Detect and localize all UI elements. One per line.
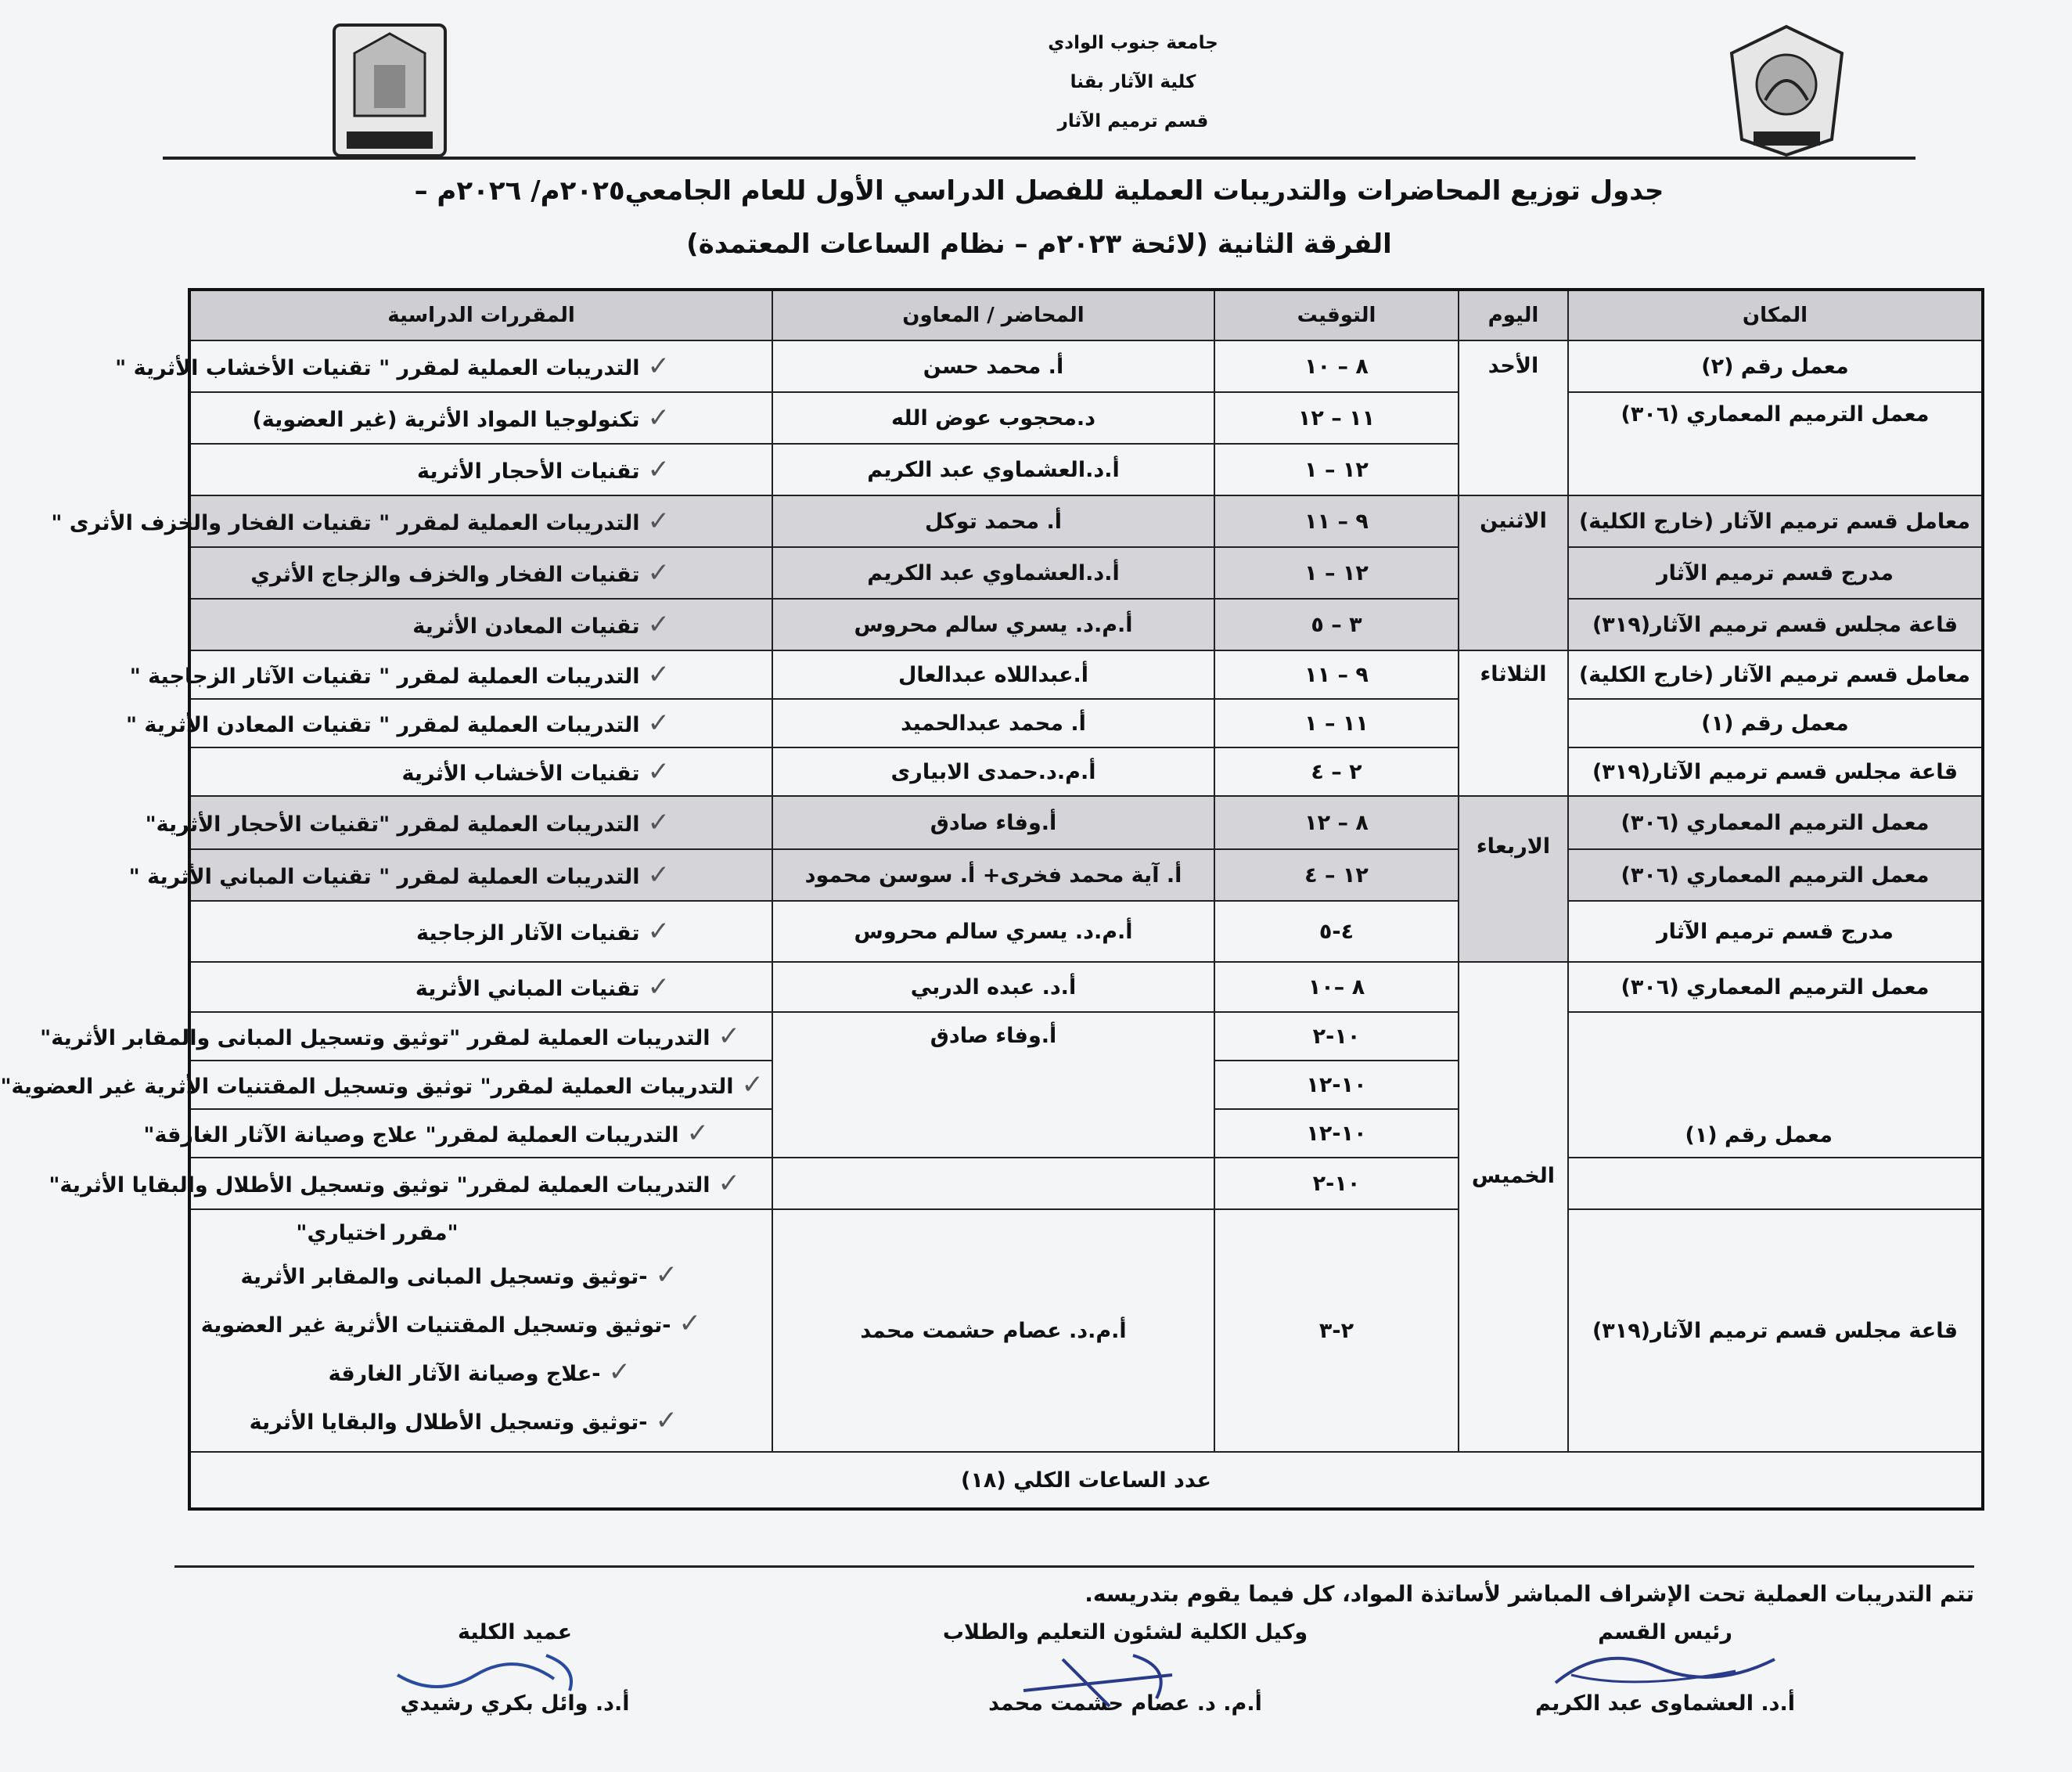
course-cell bbox=[145, 796, 772, 849]
course-text: التدريبات العملية لمقرر "توثيق وتسجيل المبانى والمقابر الأثرية" bbox=[40, 1026, 710, 1050]
lecturer-cell: أ.وفاء صادق bbox=[772, 1012, 1214, 1158]
lecturer-cell bbox=[772, 1158, 1214, 1209]
place-cell: معمل الترميم المعماري (٣٠٦) bbox=[1568, 796, 1983, 849]
table-row-elective bbox=[189, 1209, 1983, 1452]
time-cell: ٨ – ١٠ bbox=[1214, 340, 1459, 392]
table-row bbox=[189, 1012, 1983, 1061]
course-text: التدريبات العملية لمقرر" توثيق وتسجيل المقتنيات الأثرية غير العضوية" bbox=[0, 1075, 734, 1099]
table-row bbox=[189, 495, 1983, 547]
course-text: تقنيات المعادن الأثرية bbox=[412, 614, 640, 639]
table-row bbox=[189, 849, 1983, 901]
place-cell: معمل رقم (١) bbox=[1568, 1012, 1983, 1158]
check-icon: ✓ bbox=[741, 1069, 764, 1100]
elective-course-cell bbox=[189, 1209, 772, 1452]
place-cell: معامل قسم ترميم الآثار (خارج الكلية) bbox=[1568, 495, 1983, 547]
time-cell: ٢ – ٤ bbox=[1214, 747, 1459, 796]
course-cell bbox=[189, 962, 772, 1012]
head-role: رئيس القسم bbox=[1598, 1620, 1732, 1644]
course-text: التدريبات العملية لمقرر" علاج وصيانة الآثار الغارقة" bbox=[143, 1123, 679, 1147]
table-header-row bbox=[189, 290, 1983, 340]
elective-item-text: -علاج وصيانة الآثار الغارقة bbox=[328, 1362, 601, 1386]
day-cell: الأحد bbox=[1459, 340, 1568, 495]
lecturer-cell: أ.م.د.حمدى الابيارى bbox=[772, 747, 1214, 796]
course-cell bbox=[125, 699, 772, 747]
course-text: التدريبات العملية لمقرر "تقنيات الأحجار الأثرية" bbox=[145, 812, 640, 837]
course-cell bbox=[189, 901, 772, 962]
header-place: المكان bbox=[1568, 290, 1983, 340]
vice-role: وكيل الكلية لشئون التعليم والطلاب bbox=[942, 1620, 1308, 1644]
elective-item bbox=[202, 1348, 772, 1396]
course-cell bbox=[189, 599, 772, 650]
time-cell: ٨ –١٠ bbox=[1214, 962, 1459, 1012]
course-cell bbox=[189, 444, 772, 495]
lecturer-cell: أ.د.العشماوي عبد الكريم bbox=[772, 547, 1214, 599]
course-cell bbox=[115, 340, 772, 392]
total-hours: عدد الساعات الكلي (١٨) bbox=[189, 1452, 1983, 1509]
footer-note: تتم التدريبات العملية تحت الإشراف المباشر لأساتذة المواد، كل فيما يقوم بتدريسه. bbox=[1085, 1581, 1974, 1607]
check-icon: ✓ bbox=[608, 1356, 631, 1388]
lecturer-cell: أ.م.د. يسري سالم محروس bbox=[772, 599, 1214, 650]
signature-vice-dean bbox=[930, 1620, 1321, 1716]
table-row bbox=[189, 547, 1983, 599]
header-time: التوقيت bbox=[1214, 290, 1459, 340]
course-text: التدريبات العملية لمقرر " تقنيات المعادن الأثرية " bbox=[125, 713, 640, 737]
footer-divider bbox=[174, 1565, 1974, 1568]
check-icon: ✓ bbox=[655, 1259, 678, 1291]
time-cell: ٨ – ١٢ bbox=[1214, 796, 1459, 849]
place-cell bbox=[1568, 1158, 1983, 1209]
course-cell bbox=[49, 1158, 772, 1209]
title-line-2: الفرقة الثانية (لائحة ٢٠٢٣م – نظام الساعات المعتمدة) bbox=[686, 229, 1392, 260]
course-cell bbox=[51, 495, 772, 547]
day-cell: الخميس bbox=[1459, 962, 1568, 1452]
table-row bbox=[189, 962, 1983, 1012]
check-icon: ✓ bbox=[678, 1308, 701, 1339]
table-row bbox=[189, 1158, 1983, 1209]
university-name: جامعة جنوب الوادي bbox=[1048, 33, 1218, 53]
page-title bbox=[163, 164, 1916, 271]
course-text: تقنيات المباني الأثرية bbox=[415, 977, 640, 1001]
lecturer-cell: أ.م.د. عصام حشمت محمد bbox=[772, 1209, 1214, 1452]
header-divider bbox=[163, 157, 1916, 160]
head-signature-mark bbox=[1540, 1636, 1790, 1698]
check-icon: ✓ bbox=[647, 659, 670, 690]
course-text: التدريبات العملية لمقرر " تقنيات الأخشاب الأثرية " bbox=[115, 356, 640, 380]
vice-signature-mark bbox=[1016, 1644, 1219, 1714]
title-line-1: جدول توزيع المحاضرات والتدريبات العملية للفصل الدراسي الأول للعام الجامعي٢٠٢٥م/ ٢٠٢٦م – bbox=[414, 175, 1664, 207]
table-row bbox=[189, 340, 1983, 392]
table-row bbox=[189, 699, 1983, 747]
place-cell: معمل الترميم المعماري (٣٠٦) bbox=[1568, 962, 1983, 1012]
time-cell: ٤-٥ bbox=[1214, 901, 1459, 962]
time-cell: ١٠-٢ bbox=[1214, 1012, 1459, 1061]
elective-item bbox=[202, 1396, 772, 1445]
place-cell: مدرج قسم ترميم الآثار bbox=[1568, 901, 1983, 962]
place-cell: معمل الترميم المعماري (٣٠٦) bbox=[1568, 392, 1983, 495]
schedule-table bbox=[0, 288, 1984, 1511]
check-icon: ✓ bbox=[718, 1168, 740, 1199]
elective-item-text: -توثيق وتسجيل المقتنيات الأثرية غير العضوية bbox=[200, 1313, 671, 1338]
check-icon: ✓ bbox=[647, 506, 670, 537]
university-logo bbox=[1726, 22, 1847, 159]
faculty-logo bbox=[331, 22, 448, 159]
course-cell bbox=[0, 1061, 772, 1109]
check-icon: ✓ bbox=[647, 916, 670, 947]
course-text: التدريبات العملية لمقرر " تقنيات الآثار الزجاجية " bbox=[129, 664, 640, 689]
dean-role: عميد الكلية bbox=[457, 1620, 573, 1644]
check-icon: ✓ bbox=[647, 807, 670, 838]
course-text: تكنولوجيا المواد الأثرية (غير العضوية) bbox=[252, 408, 640, 432]
course-cell bbox=[189, 747, 772, 796]
course-cell bbox=[128, 849, 772, 901]
place-cell: قاعة مجلس قسم ترميم الآثار(٣١٩) bbox=[1568, 599, 1983, 650]
head-name: أ.د. العشماوى عبد الكريم bbox=[1535, 1691, 1795, 1716]
course-cell bbox=[189, 392, 772, 444]
lecturer-cell: أ.عبداللاه عبدالعال bbox=[772, 650, 1214, 699]
course-cell bbox=[143, 1109, 772, 1158]
signature-department-head bbox=[1524, 1620, 1806, 1716]
course-text: تقنيات الأخشاب الأثرية bbox=[401, 762, 640, 786]
lecturer-cell: أ. محمد عبدالحميد bbox=[772, 699, 1214, 747]
course-text: التدريبات العملية لمقرر " تقنيات المباني الأثرية " bbox=[128, 865, 640, 889]
time-cell: ١١ – ١ bbox=[1214, 699, 1459, 747]
time-cell: ٢-٣ bbox=[1214, 1209, 1459, 1452]
table-row bbox=[189, 599, 1983, 650]
lecturer-cell: أ.د. عبده الدربي bbox=[772, 962, 1214, 1012]
lecturer-cell: أ.د.العشماوي عبد الكريم bbox=[772, 444, 1214, 495]
elective-title: "مقرر اختياري" bbox=[296, 1221, 459, 1245]
elective-item-text: -توثيق وتسجيل المبانى والمقابر الأثرية bbox=[240, 1265, 648, 1289]
time-cell: ١٢ – ٤ bbox=[1214, 849, 1459, 901]
table-row bbox=[189, 650, 1983, 699]
lecturer-cell: أ.م.د. يسري سالم محروس bbox=[772, 901, 1214, 962]
course-text: التدريبات العملية لمقرر " تقنيات الفخار والخزف الأثرى " bbox=[51, 511, 640, 535]
time-cell: ١٠-١٢ bbox=[1214, 1061, 1459, 1109]
lecturer-cell: أ.وفاء صادق bbox=[772, 796, 1214, 849]
total-row bbox=[189, 1452, 1983, 1509]
time-cell: ١١ – ١٢ bbox=[1214, 392, 1459, 444]
check-icon: ✓ bbox=[647, 756, 670, 787]
check-icon: ✓ bbox=[647, 609, 670, 640]
time-cell: ١٢ – ١ bbox=[1214, 444, 1459, 495]
time-cell: ١٠-٢ bbox=[1214, 1158, 1459, 1209]
lecturer-cell: أ. آية محمد فخرى+ أ. سوسن محمود bbox=[772, 849, 1214, 901]
check-icon: ✓ bbox=[647, 971, 670, 1003]
place-cell: مدرج قسم ترميم الآثار bbox=[1568, 547, 1983, 599]
day-cell: الاربعاء bbox=[1459, 796, 1568, 962]
course-cell bbox=[129, 650, 772, 699]
table-row bbox=[189, 392, 1983, 444]
course-text: تقنيات الآثار الزجاجية bbox=[415, 921, 640, 945]
place-cell: معمل رقم (٢) bbox=[1568, 340, 1983, 392]
lecturer-cell: أ. محمد حسن bbox=[772, 340, 1214, 392]
signature-dean bbox=[382, 1620, 648, 1716]
dean-name: أ.د. وائل بكري رشيدي bbox=[400, 1691, 630, 1716]
place-cell: قاعة مجلس قسم ترميم الآثار(٣١٩) bbox=[1568, 747, 1983, 796]
time-cell: ٣ – ٥ bbox=[1214, 599, 1459, 650]
lecturer-cell: د.محجوب عوض الله bbox=[772, 392, 1214, 444]
place-cell: معامل قسم ترميم الآثار (خارج الكلية) bbox=[1568, 650, 1983, 699]
check-icon: ✓ bbox=[647, 351, 670, 382]
place-cell: قاعة مجلس قسم ترميم الآثار(٣١٩) bbox=[1568, 1209, 1983, 1452]
check-icon: ✓ bbox=[647, 402, 670, 434]
table-row bbox=[189, 901, 1983, 962]
elective-item-text: -توثيق وتسجيل الأطلال والبقايا الأثرية bbox=[249, 1410, 648, 1435]
time-cell: ٩ – ١١ bbox=[1214, 650, 1459, 699]
time-cell: ٩ – ١١ bbox=[1214, 495, 1459, 547]
check-icon: ✓ bbox=[647, 708, 670, 739]
check-icon: ✓ bbox=[647, 454, 670, 485]
course-text: تقنيات الأحجار الأثرية bbox=[417, 459, 640, 484]
check-icon: ✓ bbox=[686, 1118, 709, 1149]
header-day: اليوم bbox=[1459, 290, 1568, 340]
time-cell: ١٠-١٢ bbox=[1214, 1109, 1459, 1158]
header-courses: المقررات الدراسية bbox=[189, 290, 772, 340]
check-icon: ✓ bbox=[718, 1021, 740, 1052]
department-name: قسم ترميم الآثار bbox=[1057, 111, 1209, 131]
course-text: التدريبات العملية لمقرر" توثيق وتسجيل الأطلال والبقايا الأثرية" bbox=[49, 1173, 710, 1198]
time-cell: ١٢ – ١ bbox=[1214, 547, 1459, 599]
check-icon: ✓ bbox=[647, 557, 670, 589]
header-lecturer: المحاضر / المعاون bbox=[772, 290, 1214, 340]
faculty-name: كلية الآثار بقنا bbox=[1070, 72, 1196, 92]
check-icon: ✓ bbox=[647, 859, 670, 891]
elective-item bbox=[202, 1251, 772, 1299]
check-icon: ✓ bbox=[655, 1405, 678, 1436]
course-cell bbox=[40, 1012, 772, 1061]
course-cell bbox=[189, 547, 772, 599]
elective-item bbox=[202, 1299, 772, 1348]
day-cell: الثلاثاء bbox=[1459, 650, 1568, 796]
course-text: تقنيات الفخار والخزف والزجاج الأثري bbox=[250, 563, 640, 587]
lecturer-cell: أ. محمد توكل bbox=[772, 495, 1214, 547]
table-row bbox=[189, 796, 1983, 849]
table-row bbox=[189, 747, 1983, 796]
place-cell: معمل رقم (١) bbox=[1568, 699, 1983, 747]
dean-signature-mark bbox=[390, 1644, 593, 1706]
day-cell: الاثنين bbox=[1459, 495, 1568, 650]
vice-name: أ.م. د. عصام حشمت محمد bbox=[988, 1691, 1262, 1716]
place-cell: معمل الترميم المعماري (٣٠٦) bbox=[1568, 849, 1983, 901]
